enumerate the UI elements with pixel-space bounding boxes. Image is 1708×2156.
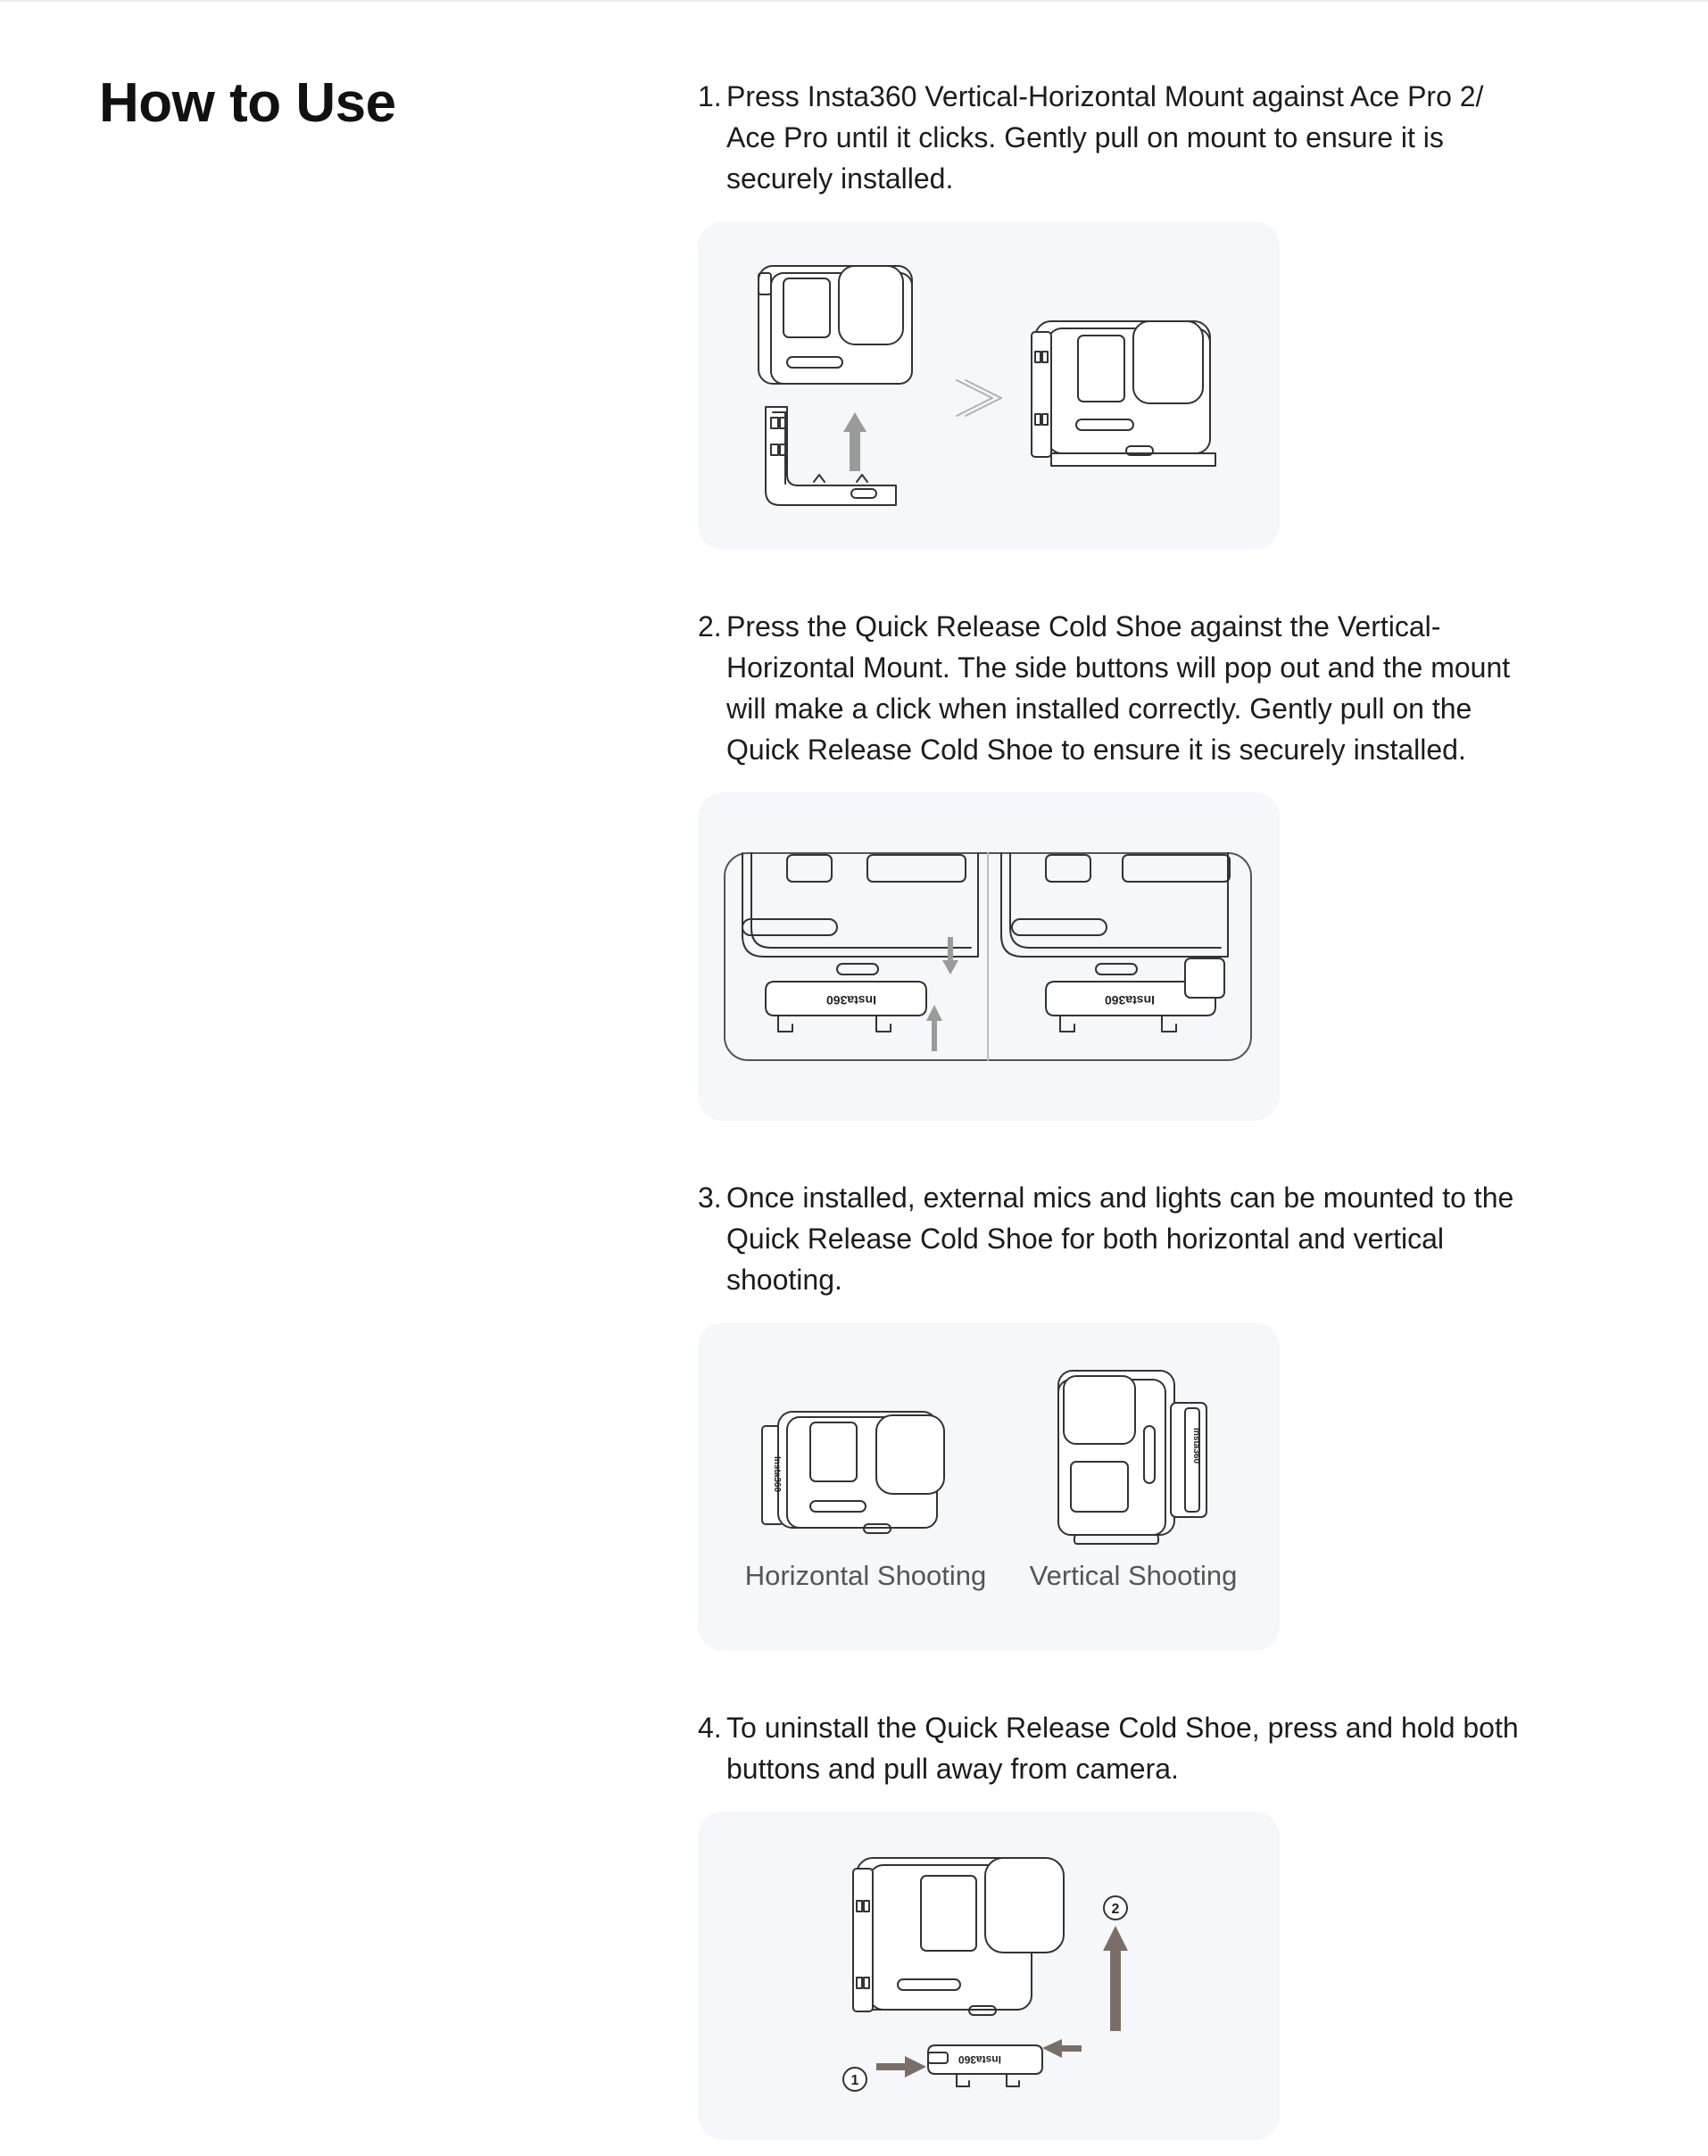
step-3 — [698, 1177, 1519, 1707]
step-2-number: 2. — [698, 610, 722, 643]
step-4 — [698, 1707, 1519, 2140]
spacer — [698, 1121, 1519, 1177]
spacer — [698, 550, 1519, 606]
step-1 — [698, 76, 1519, 606]
step-marker-1 — [843, 2068, 866, 2091]
step-4-illustration — [698, 1812, 1280, 2140]
vertical-horizontal-mount-illustration — [766, 407, 896, 505]
step-marker-2 — [1104, 1896, 1127, 1920]
pull-up-arrow-icon — [1103, 1926, 1128, 2031]
cold-shoe-illustration — [928, 2045, 1042, 2086]
step-3-illustration — [698, 1323, 1280, 1651]
caption-horizontal-shooting: Horizontal Shooting — [744, 1560, 987, 1591]
step-1-illustration — [698, 221, 1280, 550]
top-divider — [0, 0, 1708, 2]
cold-shoe-pressing-illustration — [742, 853, 978, 1032]
camera-with-mount-illustration — [853, 1858, 1064, 2015]
step-4-text-block — [698, 1707, 1519, 1789]
brand-label: Insta360 — [1191, 1428, 1201, 1464]
step-4-number: 4. — [698, 1712, 722, 1744]
step-2-text-block — [698, 606, 1519, 770]
horizontal-shooting-illustration — [762, 1412, 944, 1533]
brand-label: Insta360 — [958, 2053, 1001, 2066]
page-title: How to Use — [99, 72, 396, 134]
vertical-shooting-illustration — [1058, 1371, 1206, 1544]
spacer — [698, 1651, 1519, 1707]
chevron-right-icon — [957, 380, 1001, 416]
camera-illustration — [759, 266, 912, 384]
step-2-text: Press the Quick Release Cold Shoe against the Vertical-Horizontal Mount. The side buttons will pop out and the mount will make a click when installed correctly. Gently pull on the Quick Release Cold Shoe to ensure it is securely installed. — [726, 610, 1511, 766]
step-1-number: 1. — [698, 80, 722, 112]
cold-shoe-installed-illustration — [1001, 853, 1230, 1032]
brand-label: Insta360 — [1104, 993, 1155, 1008]
brand-label: Insta360 — [825, 993, 876, 1008]
steps-list — [698, 76, 1519, 2140]
caption-vertical-shooting: Vertical Shooting — [1029, 1560, 1238, 1591]
step-3-text: Once installed, external mics and lights can be mounted to the Quick Release Cold Shoe for both horizontal and vertical shooting. — [726, 1182, 1514, 1296]
step-4-text: To uninstall the Quick Release Cold Shoe, press and hold both buttons and pull away from camera. — [726, 1712, 1519, 1785]
marker-label: 1 — [850, 2073, 859, 2088]
press-arrows-icon — [926, 937, 958, 1051]
step-3-text-block — [698, 1177, 1519, 1300]
push-arrow-left-icon — [876, 2056, 926, 2077]
step-2 — [698, 606, 1519, 1177]
step-3-number: 3. — [698, 1182, 722, 1214]
step-1-text: Press Insta360 Vertical-Horizontal Mount against Ace Pro 2/ Ace Pro until it clicks. Gently pull on mount to ensure it is securely installed. — [726, 80, 1484, 195]
step-1-text-block — [698, 76, 1519, 199]
camera-with-mount-illustration — [1032, 321, 1215, 466]
step-2-illustration — [698, 792, 1280, 1121]
marker-label: 2 — [1111, 1902, 1120, 1917]
up-arrow-icon — [843, 412, 866, 471]
push-arrow-right-icon — [1042, 2039, 1082, 2058]
brand-label: Insta360 — [772, 1456, 782, 1493]
